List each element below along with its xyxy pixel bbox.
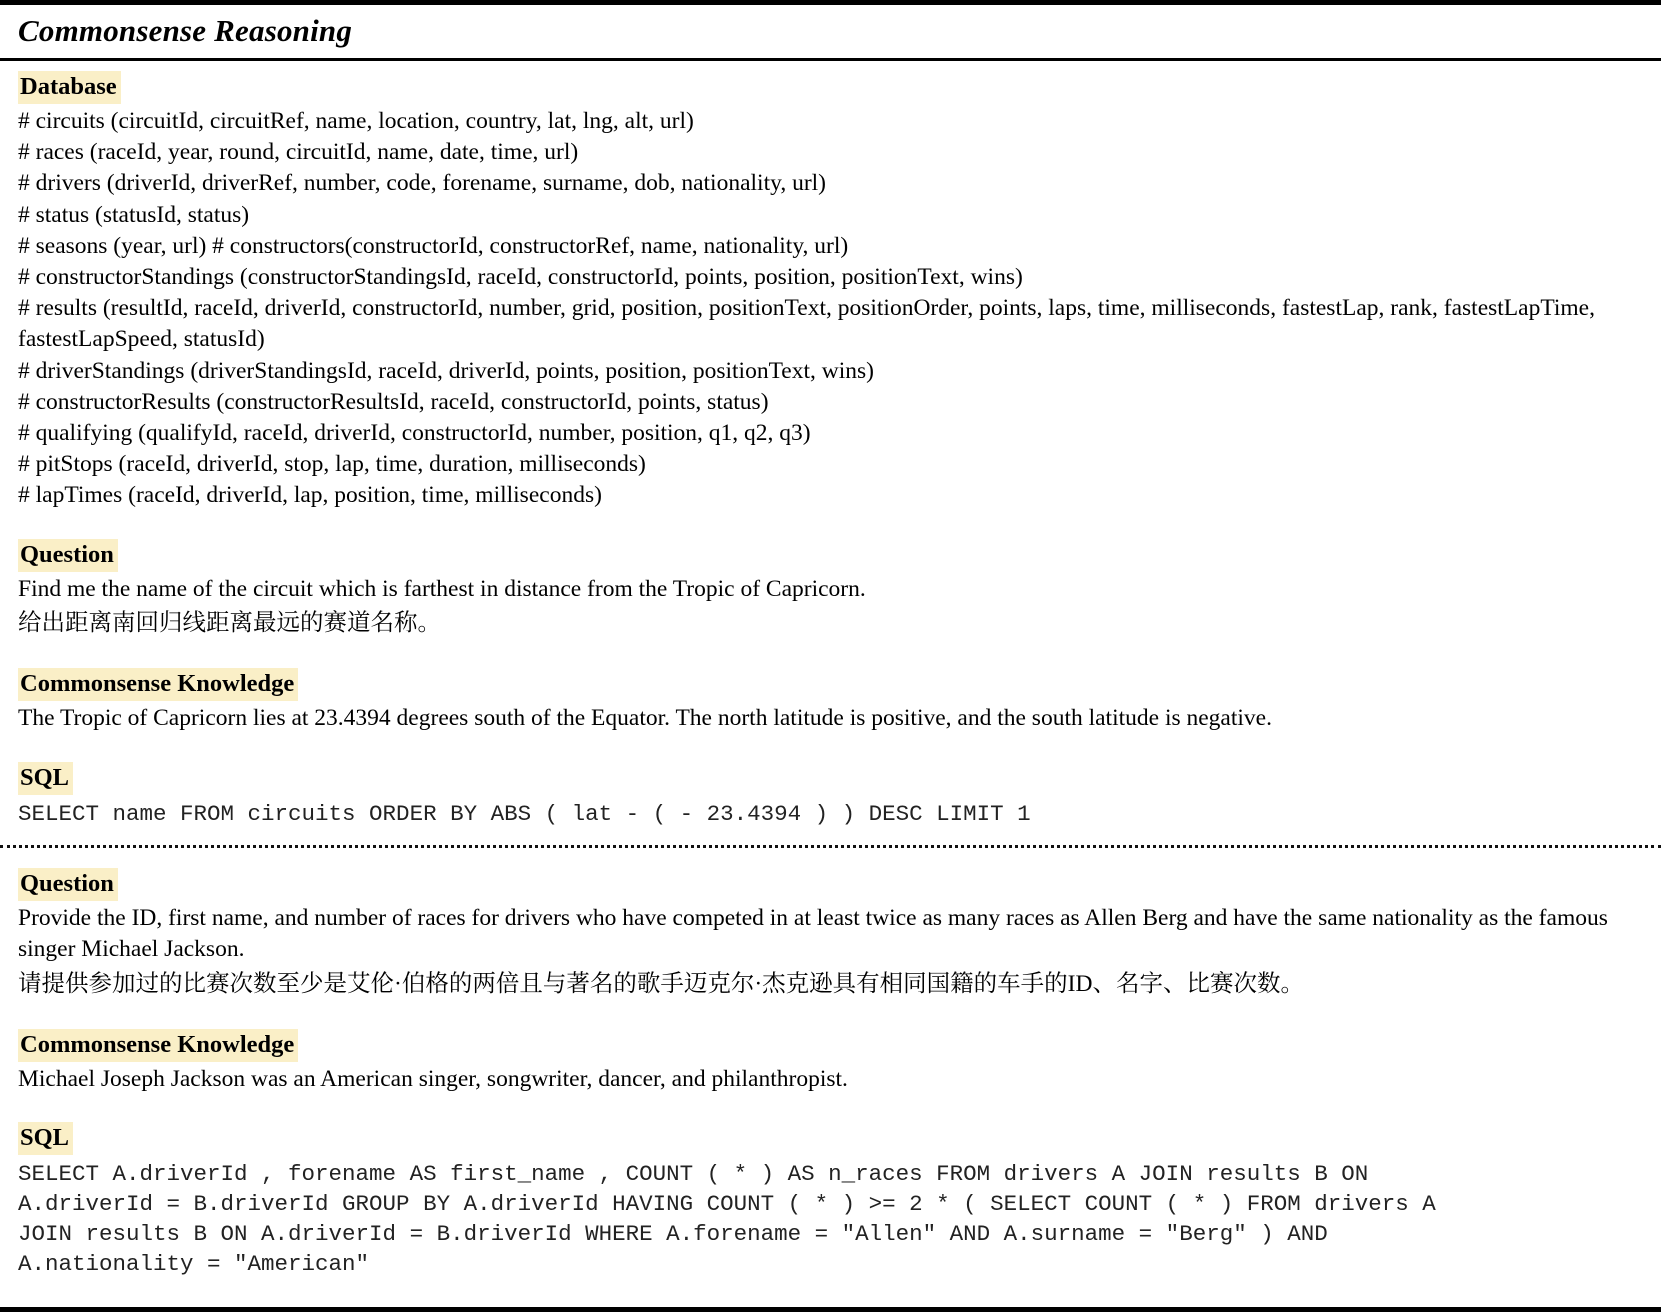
schema-line-pitstops: # pitStops (raceId, driverId, stop, lap, time, duration, milliseconds) — [18, 451, 646, 478]
sql-code-line: JOIN results B ON A.driverId = B.driverId WHERE A.forename = "Allen" AND A.surname = "Berg" ) AND — [18, 1221, 1328, 1248]
knowledge-section-label: Commonsense Knowledge — [18, 668, 298, 701]
question-label-block — [18, 868, 1639, 903]
question-section-label: Question — [18, 868, 118, 901]
question-label-block — [18, 539, 1639, 574]
sql-section-label: SQL — [18, 1122, 73, 1155]
knowledge-label-block — [18, 668, 1639, 703]
page-title: Commonsense Reasoning — [18, 13, 353, 48]
sql-section-label: SQL — [18, 762, 73, 795]
schema-line-races: # races (raceId, year, round, circuitId, name, date, time, url) — [18, 139, 579, 166]
knowledge-section-label: Commonsense Knowledge — [18, 1029, 298, 1062]
example-1-section — [0, 61, 1661, 829]
question-text-zh: 给出距离南回归线距离最远的赛道名称。 — [18, 610, 441, 637]
question-section-label: Question — [18, 539, 118, 572]
question-text-zh: 请提供参加过的比赛次数至少是艾伦·伯格的两倍且与著名的歌手迈克尔·杰克逊具有相同国籍的车手的ID、名字、比赛次数。 — [18, 970, 1304, 997]
schema-line-results: # results (resultId, raceId, driverId, constructorId, number, grid, position, positionText, positionOrder, points, laps, time, milliseconds, fastestLap, rank, fastestLapTime, fastestLapSpeed, statusId) — [18, 295, 1595, 353]
schema-line-driver-standings: # driverStandings (driverStandingsId, raceId, driverId, points, position, positionText, wins) — [18, 357, 874, 384]
schema-line-status: # status (statusId, status) — [18, 201, 250, 228]
sql-label-block — [18, 762, 1639, 797]
schema-line-laptimes: # lapTimes (raceId, driverId, lap, position, time, milliseconds) — [18, 482, 602, 509]
sql-query-1 — [18, 799, 1639, 829]
knowledge-text: Michael Joseph Jackson was an American singer, songwriter, dancer, and philanthropist. — [18, 1065, 848, 1092]
knowledge-label-block — [18, 1029, 1639, 1064]
sql-code-line: A.nationality = "American" — [18, 1251, 370, 1278]
figure-title-bar — [0, 5, 1661, 61]
schema-line-qualifying: # qualifying (qualifyId, raceId, driverId, constructorId, number, position, q1, q2, q3) — [18, 420, 811, 447]
sql-code-line: SELECT A.driverId , forename AS first_name , COUNT ( * ) AS n_races FROM drivers A JOIN results B ON — [18, 1161, 1369, 1188]
question-text-en: Find me the name of the circuit which is farthest in distance from the Tropic of Capricorn. — [18, 575, 866, 602]
schema-line-constructor-standings: # constructorStandings (constructorStandingsId, raceId, constructorId, points, position, positionText, wins) — [18, 264, 1023, 291]
knowledge-text: The Tropic of Capricorn lies at 23.4394 degrees south of the Equator. The north latitude is positive, and the south latitude is negative. — [18, 705, 1272, 732]
schema-line-constructor-results: # constructorResults (constructorResultsId, raceId, constructorId, points, status) — [18, 388, 769, 415]
schema-line-seasons-constructors: # seasons (year, url) # constructors(constructorId, constructorRef, name, nationality, url) — [18, 232, 849, 259]
schema-line-drivers: # drivers (driverId, driverRef, number, code, forename, surname, dob, nationality, url) — [18, 170, 827, 197]
example-2-section — [0, 858, 1661, 1280]
sql-code-line: SELECT name FROM circuits ORDER BY ABS ( lat - ( - 23.4394 ) ) DESC LIMIT 1 — [18, 800, 1031, 827]
sql-label-block — [18, 1122, 1639, 1157]
sql-code-line: A.driverId = B.driverId GROUP BY A.driverId HAVING COUNT ( * ) >= 2 * ( SELECT COUNT ( * ) FROM drivers A — [18, 1191, 1436, 1218]
section-divider-dotted-rule — [0, 845, 1661, 848]
database-label-block — [18, 71, 1639, 106]
database-section-label: Database — [18, 71, 121, 104]
schema-line-circuits: # circuits (circuitId, circuitRef, name, location, country, lat, lng, alt, url) — [18, 108, 694, 134]
sql-query-2 — [18, 1159, 1639, 1279]
question-text-en: Provide the ID, first name, and number of races for drivers who have competed in at least twice as many races as Allen Berg and have the same nationality as the famous singer Michael Jackson. — [18, 904, 1608, 963]
